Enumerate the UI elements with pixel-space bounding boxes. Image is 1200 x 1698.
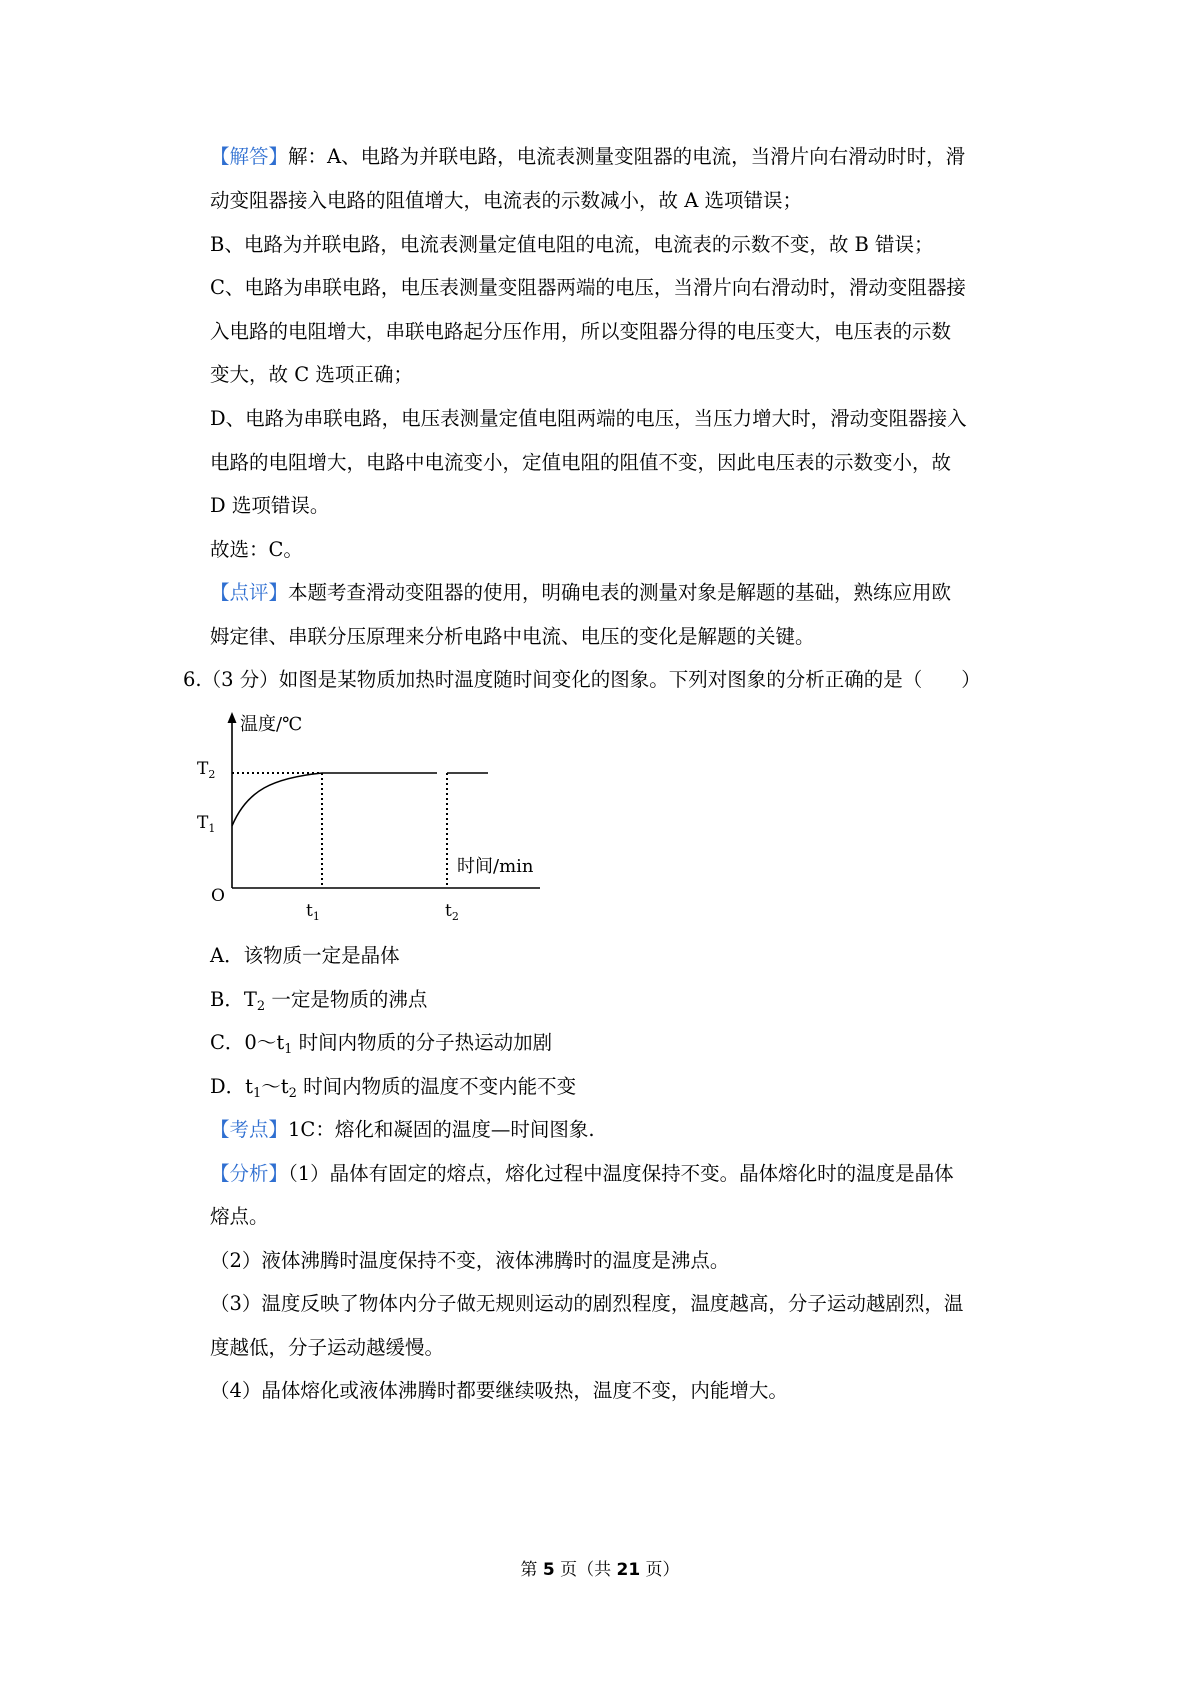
exam-point-tag: 【考点】 [210,1118,289,1141]
y-tick-t1: $T_1$ [197,813,216,835]
series-curve [232,773,322,826]
solution-answer: 故选：C。 [210,538,303,561]
analysis-line-3: （2）液体沸腾时温度保持不变，液体沸腾时的温度是沸点。 [210,1249,730,1272]
x-tick-t1: $t_1$ [306,901,320,923]
solution-tag: 【解答】 [210,145,289,168]
page-number: 5 [542,1560,555,1580]
analysis-line-4: （3）温度反映了物体内分子做无规则运动的剧烈程度，温度越高，分子运动越剧烈，温 [210,1292,964,1315]
x-axis-label: 时间/min [457,856,534,877]
y-axis-arrow [228,712,237,723]
option-d: D．$t_1\sim t_2$ 时间内物质的温度不变内能不变 [210,1075,577,1101]
solution-line-1: 【解答】解：A、电路为并联电路，电流表测量变阻器的电流，当滑片向右滑动时时，滑 [210,145,966,168]
solution-line-8: 电路的电阻增大，电路中电流变小，定值电阻的阻值不变，因此电压表的示数变小，故 [210,451,952,474]
option-b: B．$T_2$ 一定是物质的沸点 [210,988,428,1014]
option-c: C．$0\sim t_1$ 时间内物质的分子热运动加剧 [210,1031,553,1057]
comment-line-1: 【点评】本题考查滑动变阻器的使用，明确电表的测量对象是解题的基础，熟练应用欧 [210,581,952,604]
solution-line-9: D 选项错误。 [210,494,330,517]
question-6-stem: 6.（3 分）如图是某物质加热时温度随时间变化的图象。下列对图象的分析正确的是（ ） [183,668,981,691]
solution-line-3: B、电路为并联电路，电流表测量定值电阻的电流，电流表的示数不变，故 B 错误； [210,233,934,256]
origin-label: O [211,886,225,906]
page-footer: 第 5 页（共 21 页） [520,1560,680,1580]
solution-line-6: 变大，故 C 选项正确； [210,363,413,386]
page-total: 21 [616,1560,641,1580]
solution-line-4: C、电路为串联电路，电压表测量变阻器两端的电压，当滑片向右滑动时，滑动变阻器接 [210,276,966,299]
x-tick-t2: $t_2$ [445,901,459,923]
temperature-time-chart [195,708,555,930]
solution-line-5: 入电路的电阻增大，串联电路起分压作用，所以变阻器分得的电压变大，电压表的示数 [210,320,952,343]
analysis-tag: 【分析】 [210,1162,289,1185]
y-tick-t2: $T_2$ [197,759,216,781]
analysis-line-2: 熔点。 [210,1205,269,1228]
solution-line-7: D、电路为串联电路，电压表测量定值电阻两端的电压，当压力增大时，滑动变阻器接入 [210,407,967,430]
analysis-line-1: 【分析】（1）晶体有固定的熔点，熔化过程中温度保持不变。晶体熔化时的温度是晶体 [210,1162,954,1185]
y-axis-label: 温度/℃ [240,714,303,735]
comment-line-2: 姆定律、串联分压原理来分析电路中电流、电压的变化是解题的关键。 [210,625,815,648]
exam-point-line: 【考点】1C：熔化和凝固的温度—时间图象. [210,1118,595,1141]
analysis-line-5: 度越低，分子运动越缓慢。 [210,1336,445,1359]
comment-tag: 【点评】 [210,581,289,604]
option-a: A．该物质一定是晶体 [210,944,400,967]
analysis-line-6: （4）晶体熔化或液体沸腾时都要继续吸热，温度不变，内能增大。 [210,1379,788,1402]
solution-line-2: 动变阻器接入电路的阻值增大，电流表的示数减小，故 A 选项错误； [210,189,802,212]
